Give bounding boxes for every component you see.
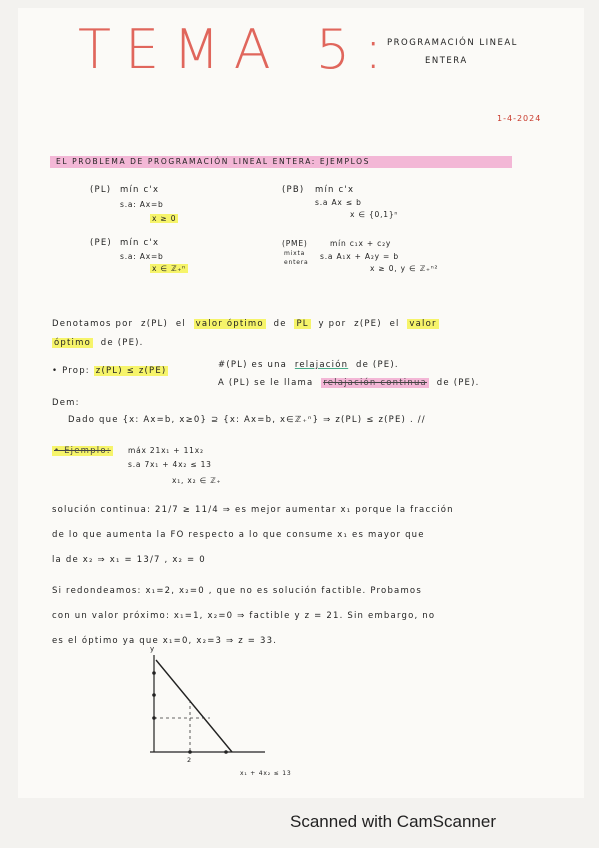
- proof-text: Dado que {x: Ax=b, x≥0} ⊇ {x: Ax=b, x∈ℤ₊ⁿ} ⇒ z(PL) ≤ z(PE) . //: [68, 415, 426, 425]
- example-p4: Si redondeamos: x₁=2, x₂=0 , que no es solución factible. Probamos: [52, 586, 422, 596]
- pl-objective: mín c'x: [120, 185, 160, 195]
- page-title: TEMA 5:: [78, 18, 397, 81]
- pme-tag-mixta: mixta: [284, 250, 306, 257]
- denote-line1: Denotamos por z(PL) el valor óptimo de PL y por z(PE) el valor: [52, 319, 437, 329]
- graph-caption: x₁ + 4x₂ ≤ 13: [240, 770, 292, 777]
- pe-domain: x ∈ ℤ₊ⁿ: [152, 264, 186, 273]
- proof-label: Dem:: [52, 398, 80, 408]
- graph-point: [152, 716, 156, 720]
- example-objective: máx 21x₁ + 11x₂: [128, 446, 204, 455]
- graph-point: [224, 750, 228, 754]
- graph-point: [152, 671, 156, 675]
- example-p3: la de x₂ ⇒ x₁ = 13/7 , x₂ = 0: [52, 555, 206, 565]
- pe-tag: (PE): [90, 238, 112, 248]
- pb-domain: x ∈ {0,1}ⁿ: [350, 210, 399, 219]
- example-p5: con un valor próximo: x₁=1, x₂=0 ⇒ factible y z = 21. Sin embargo, no: [52, 611, 436, 621]
- date: 1-4-2024: [497, 114, 542, 123]
- pl-nonneg: x ≥ 0: [152, 214, 177, 223]
- pme-tag: (PME): [282, 239, 308, 248]
- subtitle-line1: PROGRAMACIÓN LINEAL: [387, 38, 518, 48]
- example-constraint: s.a 7x₁ + 4x₂ ≤ 13: [128, 460, 212, 469]
- graph-point: [152, 693, 156, 697]
- pb-constraint: s.a Ax ≤ b: [315, 198, 362, 207]
- example-label: • Ejemplo:: [54, 446, 111, 456]
- pme-tag-entera: entera: [284, 259, 309, 266]
- example-p6: es el óptimo ya que x₁=0, x₂=3 ⇒ z = 33.: [52, 636, 278, 646]
- prop-note2: A (PL) se le llama relajación continua de (PE).: [218, 378, 480, 388]
- section-title: EL PROBLEMA DE PROGRAMACIÓN LINEAL ENTERA: EJEMPLOS: [50, 156, 512, 168]
- prop-note1: #(PL) es una relajación de (PE).: [218, 360, 399, 370]
- graph-constraint-line: [156, 660, 232, 752]
- graph-x-tick: 2: [187, 756, 192, 764]
- pe-objective: mín c'x: [120, 238, 160, 248]
- graph-point: [188, 750, 192, 754]
- pb-objective: mín c'x: [315, 185, 355, 195]
- pb-tag: (PB): [282, 185, 305, 195]
- pme-objective: mín c₁x + c₂y: [330, 239, 392, 248]
- pe-constraint: s.a: Ax=b: [120, 252, 164, 261]
- subtitle-line2: ENTERA: [425, 56, 468, 66]
- pl-tag: (PL): [90, 185, 112, 195]
- example-domain: x₁, x₂ ∈ ℤ₊: [172, 476, 222, 485]
- graph-y-label: y: [150, 645, 155, 653]
- denote-line2: óptimo de (PE).: [54, 338, 144, 348]
- example-p2: de lo que aumenta la FO respecto a lo que consume x₁ es mayor que: [52, 530, 425, 540]
- prop-statement: • Prop: z(PL) ≤ z(PE): [52, 366, 167, 376]
- camscanner-watermark: Scanned with CamScanner: [290, 812, 497, 831]
- pme-constraint: s.a A₁x + A₂y = b: [320, 252, 399, 261]
- pme-domain: x ≥ 0, y ∈ ℤ₊ⁿ²: [370, 264, 439, 273]
- pl-constraint: s.a: Ax=b: [120, 200, 164, 209]
- example-p1: solución continua: 21/7 ≥ 11/4 ⇒ es mejor aumentar x₁ porque la fracción: [52, 505, 454, 515]
